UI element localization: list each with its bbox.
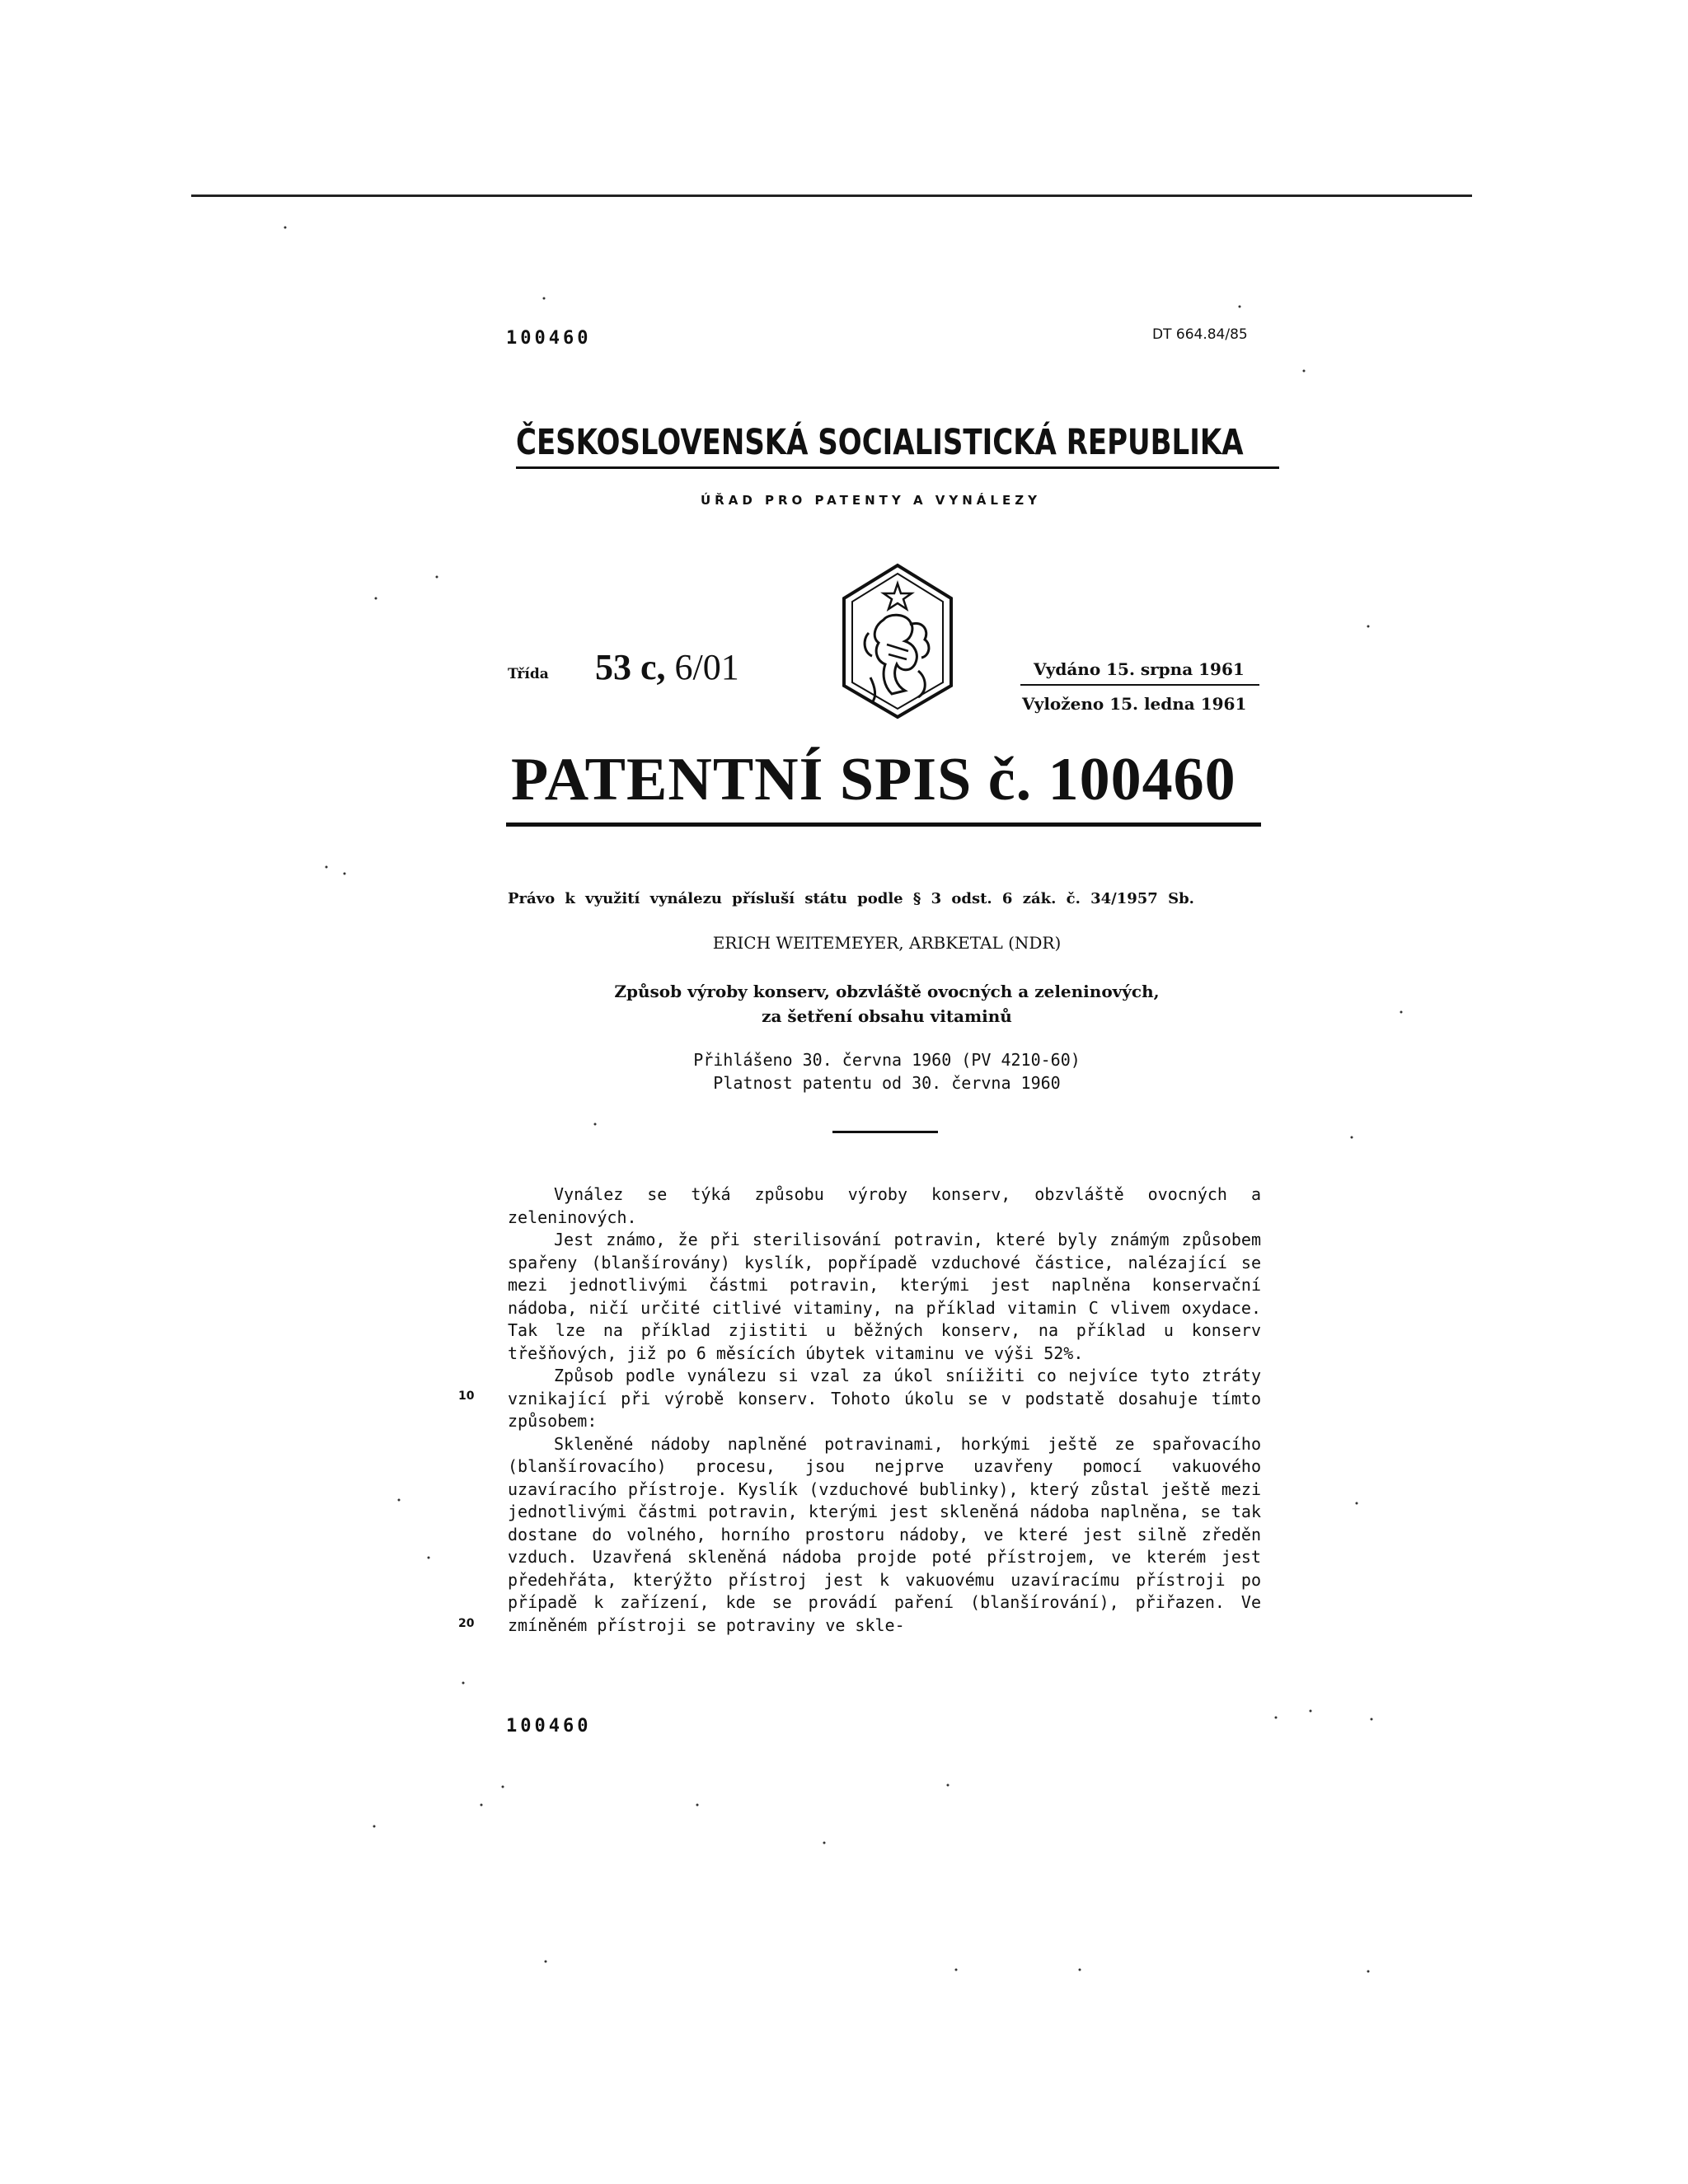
page-number-bottom: 100460	[506, 1716, 592, 1736]
scan-top-rule	[191, 194, 1472, 197]
republic-heading: ČESKOSLOVENSKÁ SOCIALISTICKÁ REPUBLIKA	[516, 422, 1244, 463]
patent-office-name: ÚŘAD PRO PATENTY A VYNÁLEZY	[701, 493, 1041, 508]
laid-open-date: Vyloženo 15. ledna 1961	[1022, 694, 1247, 714]
rights-note: Právo k využití vynálezu přísluší státu podle § 3 odst. 6 zák. č. 34/1957 Sb.	[508, 890, 1194, 907]
dt-code: DT 664.84/85	[1152, 326, 1248, 343]
title-rule	[506, 823, 1261, 827]
state-emblem	[839, 562, 956, 720]
page-number-top: 100460	[506, 328, 592, 349]
body-paragraph-2: Jest známo, že při sterilisování potravin, které byly známým způsobem spařeny (blanšírovány) kyslík, popřípadě vzduchové částice, nalézající se mezi jednotlivými částmi potravin, kterými jest naplněna konservační nádoba, ničí určité citlivé vitaminy, na příklad vitamin C vlivem oxydace. Tak lze na příklad zjistiti u běžných konserv, na příklad u konserv třešňových, již po 6 měsících úbytek vitaminu ve výši 52%.	[508, 1230, 1261, 1363]
filing-date: Přihlášeno 30. června 1960 (PV 4210-60)	[693, 1050, 1081, 1070]
invention-title-line-1: Způsob výroby konserv, obzvláště ovocných a zeleninových,	[614, 982, 1160, 1001]
patent-title: PATENTNÍ SPIS č. 100460	[511, 746, 1236, 813]
patent-validity: Platnost patentu od 30. června 1960	[713, 1073, 1061, 1093]
body-paragraph-1: Vynález se týká způsobu výroby konserv, obzvláště ovocných a zeleninových.	[508, 1184, 1261, 1227]
inventor: ERICH WEITEMEYER, ARBKETAL (NDR)	[712, 933, 1062, 953]
section-divider	[832, 1131, 938, 1133]
body-paragraph-4: Skleněné nádoby naplněné potravinami, horkými ještě ze spařovacího (blanšírovacího) procesu, jsou nejprve uzavřeny pomocí vakuového uzavíracího přístroje. Kyslík (vzduchové bublinky), který zůstal ještě mezi jednotlivými částmi potravin, kterými jest skleněná nádoba naplněna, se tak dostane do volného, horního prostoru nádoby, ve které jest silně zředěn vzduch. Uzavřená skleněná nádoba projde poté přístrojem, ve kterém jest předehřáta, kterýžto přístroj jest k vakuovému uzavíracímu přístroji po případě k zařízení, kde se provádí paření (blanšírování), přiřazen. Ve zmíněném přístroji se potraviny ve skle-	[508, 1433, 1261, 1635]
invention-title-line-2: za šetření obsahu vitaminů	[762, 1006, 1012, 1026]
class-value	[595, 646, 739, 688]
class-label: Třída	[508, 666, 549, 682]
class-value-main: 53 c,	[595, 647, 666, 687]
filing-info	[0, 1048, 1688, 1094]
body-text	[508, 1183, 1261, 1637]
invention-title	[0, 979, 1688, 1029]
heading-rule	[516, 466, 1279, 469]
issue-date: Vydáno 15. srpna 1961	[1034, 659, 1245, 679]
date-rule	[1020, 684, 1259, 686]
margin-line-number-10: 10	[458, 1390, 475, 1403]
margin-line-number-20: 20	[458, 1617, 475, 1630]
body-paragraph-3: Způsob podle vynálezu si vzal za úkol sníižiti co nejvíce tyto ztráty vznikající při výrobě konserv. Tohoto úkolu se v podstatě dosahuje tímto způsobem:	[508, 1366, 1261, 1431]
class-value-sub: 6/01	[665, 647, 739, 687]
